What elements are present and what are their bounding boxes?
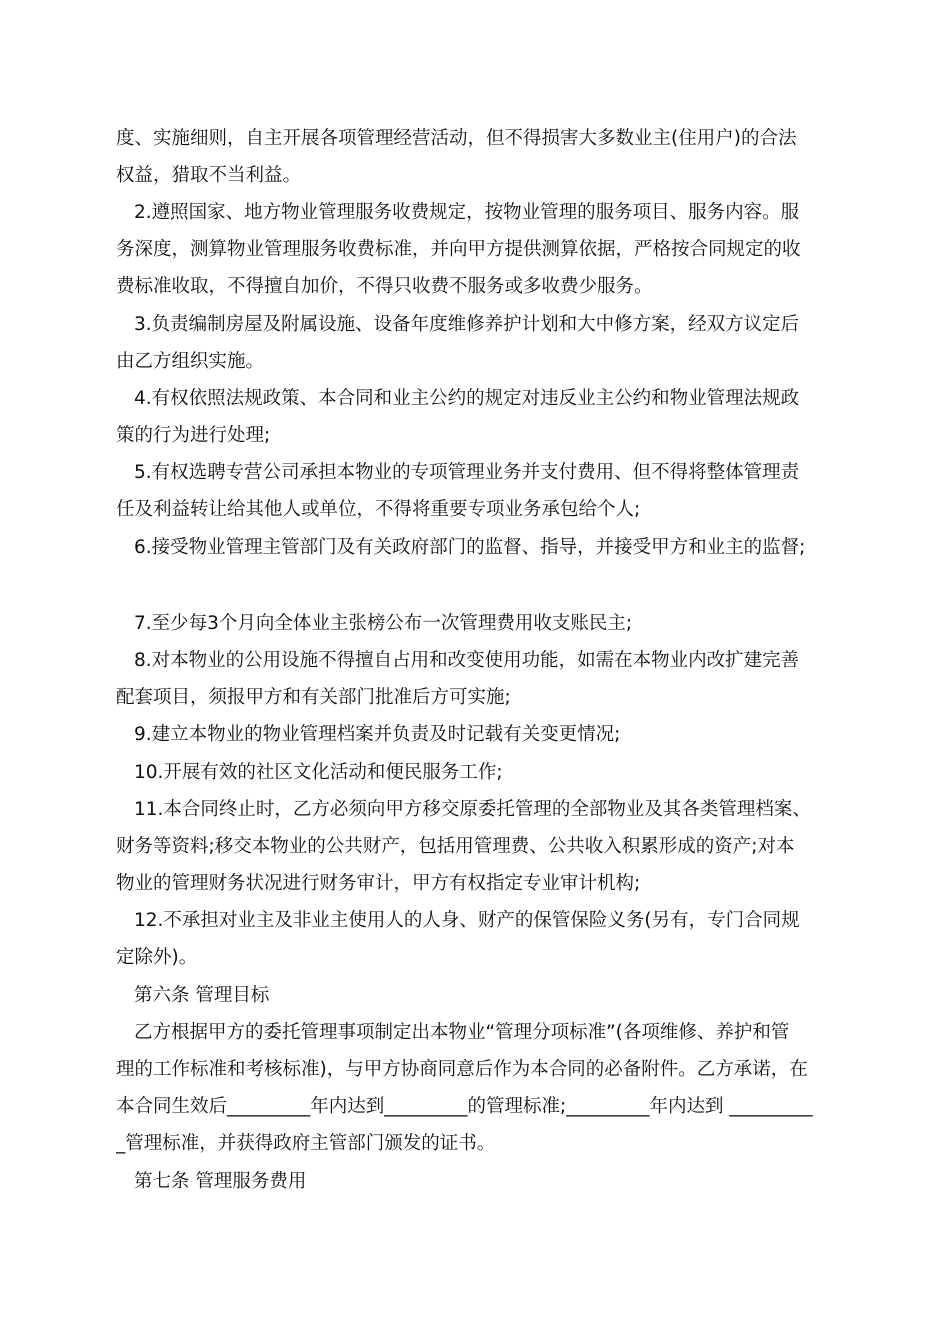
text-line: 策的行为进行处理; xyxy=(116,425,271,446)
text-line: 权益，猎取不当利益。 xyxy=(116,165,302,186)
text-line: 12.不承担对业主及非业主使用人的人身、财产的保管保险义务(另有，专门合同规 xyxy=(134,910,800,931)
text-line: 5.有权选聘专营公司承担本物业的专项管理业务并支付费用、但不得将整体管理责 xyxy=(134,462,800,483)
text-line: 理的工作标准和考核标准)，与甲方协商同意后作为本合同的必备附件。乙方承诺，在 xyxy=(116,1059,808,1080)
text-line: 财务等资料;移交本物业的公共财产，包括用管理费、公共收入积累形成的资产;对本 xyxy=(116,836,795,857)
text-line: 乙方根据甲方的委托管理事项制定出本物业“管理分项标准”(各项维修、养护和管 xyxy=(134,1022,790,1043)
text-line: 7.至少每3个月向全体业主张榜公布一次管理费用收支账民主; xyxy=(134,613,633,634)
text-line: 本合同生效后_________年内达到_________的管理标准;_________年内达到 _________ xyxy=(116,1096,813,1117)
text-line: 定除外)。 xyxy=(116,947,198,968)
text-line: 11.本合同终止时，乙方必须向甲方移交原委托管理的全部物业及其各类管理档案、 xyxy=(134,799,811,820)
text-line: 6.接受物业管理主管部门及有关政府部门的监督、指导，并接受甲方和业主的监督; xyxy=(134,537,806,558)
text-line: 务深度，测算物业管理服务收费标准，并向甲方提供测算依据，严格按合同规定的收 xyxy=(116,239,801,260)
text-line: 2.遵照国家、地方物业管理服务收费规定，按物业管理的服务项目、服务内容。服 xyxy=(134,202,800,223)
text-line: 8.对本物业的公用设施不得擅自占用和改变使用功能，如需在本物业内改扩建完善 xyxy=(134,650,800,671)
text-line: _管理标准，并获得政府主管部门颁发的证书。 xyxy=(116,1133,496,1154)
text-line: 物业的管理财务状况进行财务审计，甲方有权指定专业审计机构; xyxy=(116,873,641,894)
text-line: 10.开展有效的社区文化活动和便民服务工作; xyxy=(134,762,503,783)
section-heading: 第六条 管理目标 xyxy=(134,985,270,1006)
text-line: 9.建立本物业的物业管理档案并负责及时记载有关变更情况; xyxy=(134,724,621,745)
text-line: 配套项目，须报甲方和有关部门批准后方可实施; xyxy=(116,687,511,708)
text-line: 度、实施细则，自主开展各项管理经营活动，但不得损害大多数业主(住用户)的合法 xyxy=(116,128,797,149)
text-line: 由乙方组织实施。 xyxy=(116,351,265,372)
text-line: 3.负责编制房屋及附属设施、设备年度维修养护计划和大中修方案，经双方议定后 xyxy=(134,314,800,335)
text-line: 任及利益转让给其他人或单位，不得将重要专项业务承包给个人; xyxy=(116,499,641,520)
text-line: 4.有权依照法规政策、本合同和业主公约的规定对违反业主公约和物业管理法规政 xyxy=(134,388,800,409)
text-line: 费标准收取，不得擅自加价，不得只收费不服务或多收费少服务。 xyxy=(116,276,653,297)
section-heading: 第七条 管理服务费用 xyxy=(134,1171,307,1192)
